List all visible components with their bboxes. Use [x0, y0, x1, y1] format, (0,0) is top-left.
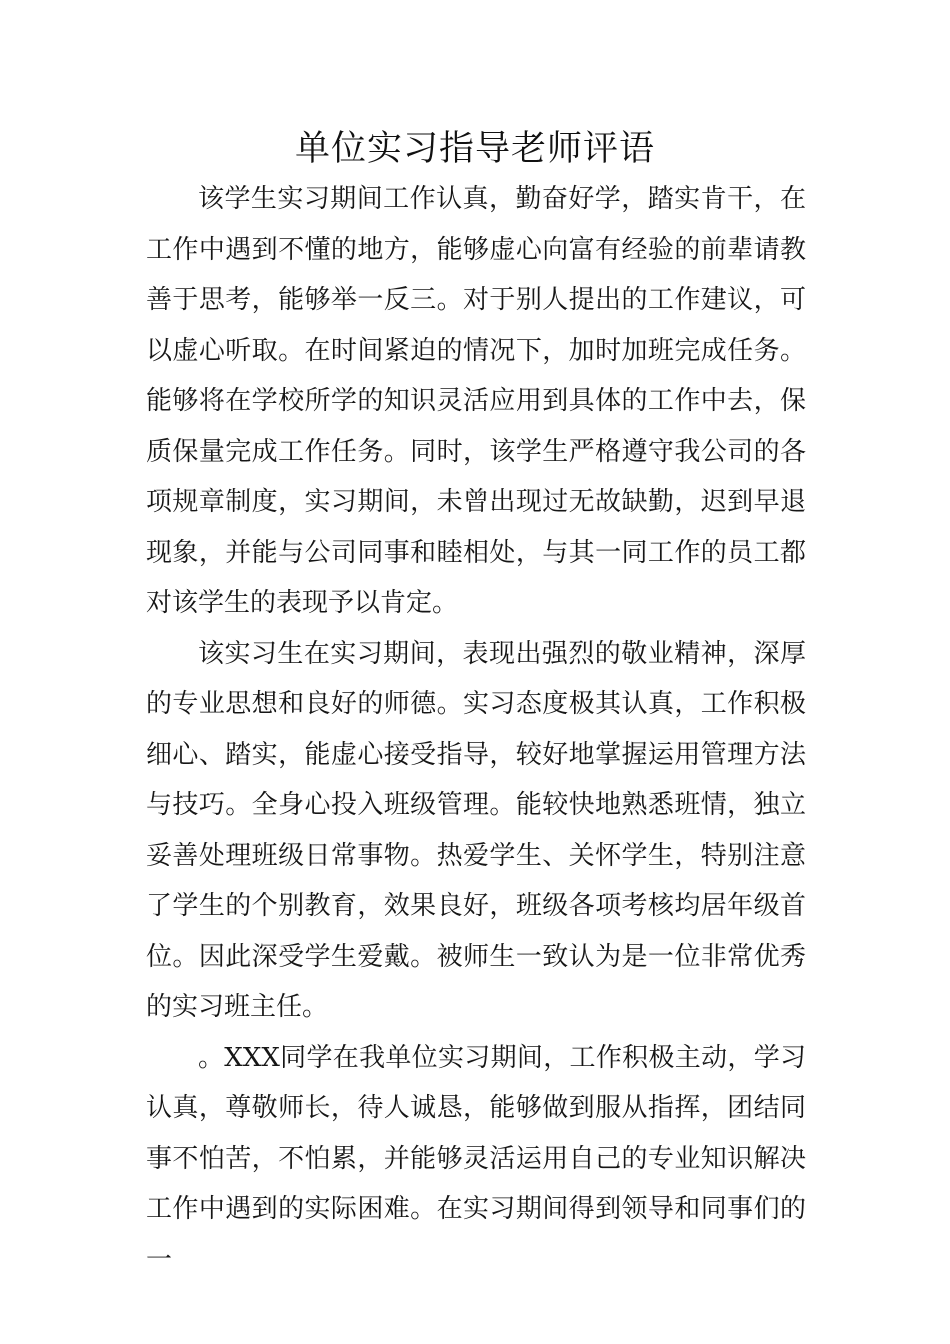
paragraph-3: 。XXX同学在我单位实习期间，工作积极主动，学习认真，尊敬师长，待人诚恳，能够做到服从指挥，团结同事不怕苦，不怕累，并能够灵活运用自己的专业知识解决工作中遇到的实际困难。在实习期间得到领导和同事们的一 — [146, 1042, 806, 1275]
document-title: 单位实习指导老师评语 — [294, 129, 655, 169]
document-body — [146, 174, 806, 1285]
paragraph-1: 该学生实习期间工作认真，勤奋好学，踏实肯干，在工作中遇到不懂的地方，能够虚心向富有经验的前辈请教善于思考，能够举一反三。对于别人提出的工作建议，可以虚心听取。在时间紧迫的情况下，加时加班完成任务。能够将在学校所学的知识灵活应用到具体的工作中去，保质保量完成工作任务。同时，该学生严格遵守我公司的各项规章制度，实习期间，未曾出现过无故缺勤，迟到早退现象，并能与公司同事和睦相处，与其一同工作的员工都对该学生的表现予以肯定。 — [146, 184, 806, 618]
paragraph-2: 该实习生在实习期间，表现出强烈的敬业精神，深厚的专业思想和良好的师德。实习态度极其认真，工作积极细心、踏实，能虚心接受指导，较好地掌握运用管理方法与技巧。全身心投入班级管理。能较快地熟悉班情，独立妥善处理班级日常事物。热爱学生、关怀学生，特别注意了学生的个别教育，效果良好，班级各项考核均居年级首位。因此深受学生爱戴。被师生一致认为是一位非常优秀的实习班主任。 — [146, 638, 806, 1022]
